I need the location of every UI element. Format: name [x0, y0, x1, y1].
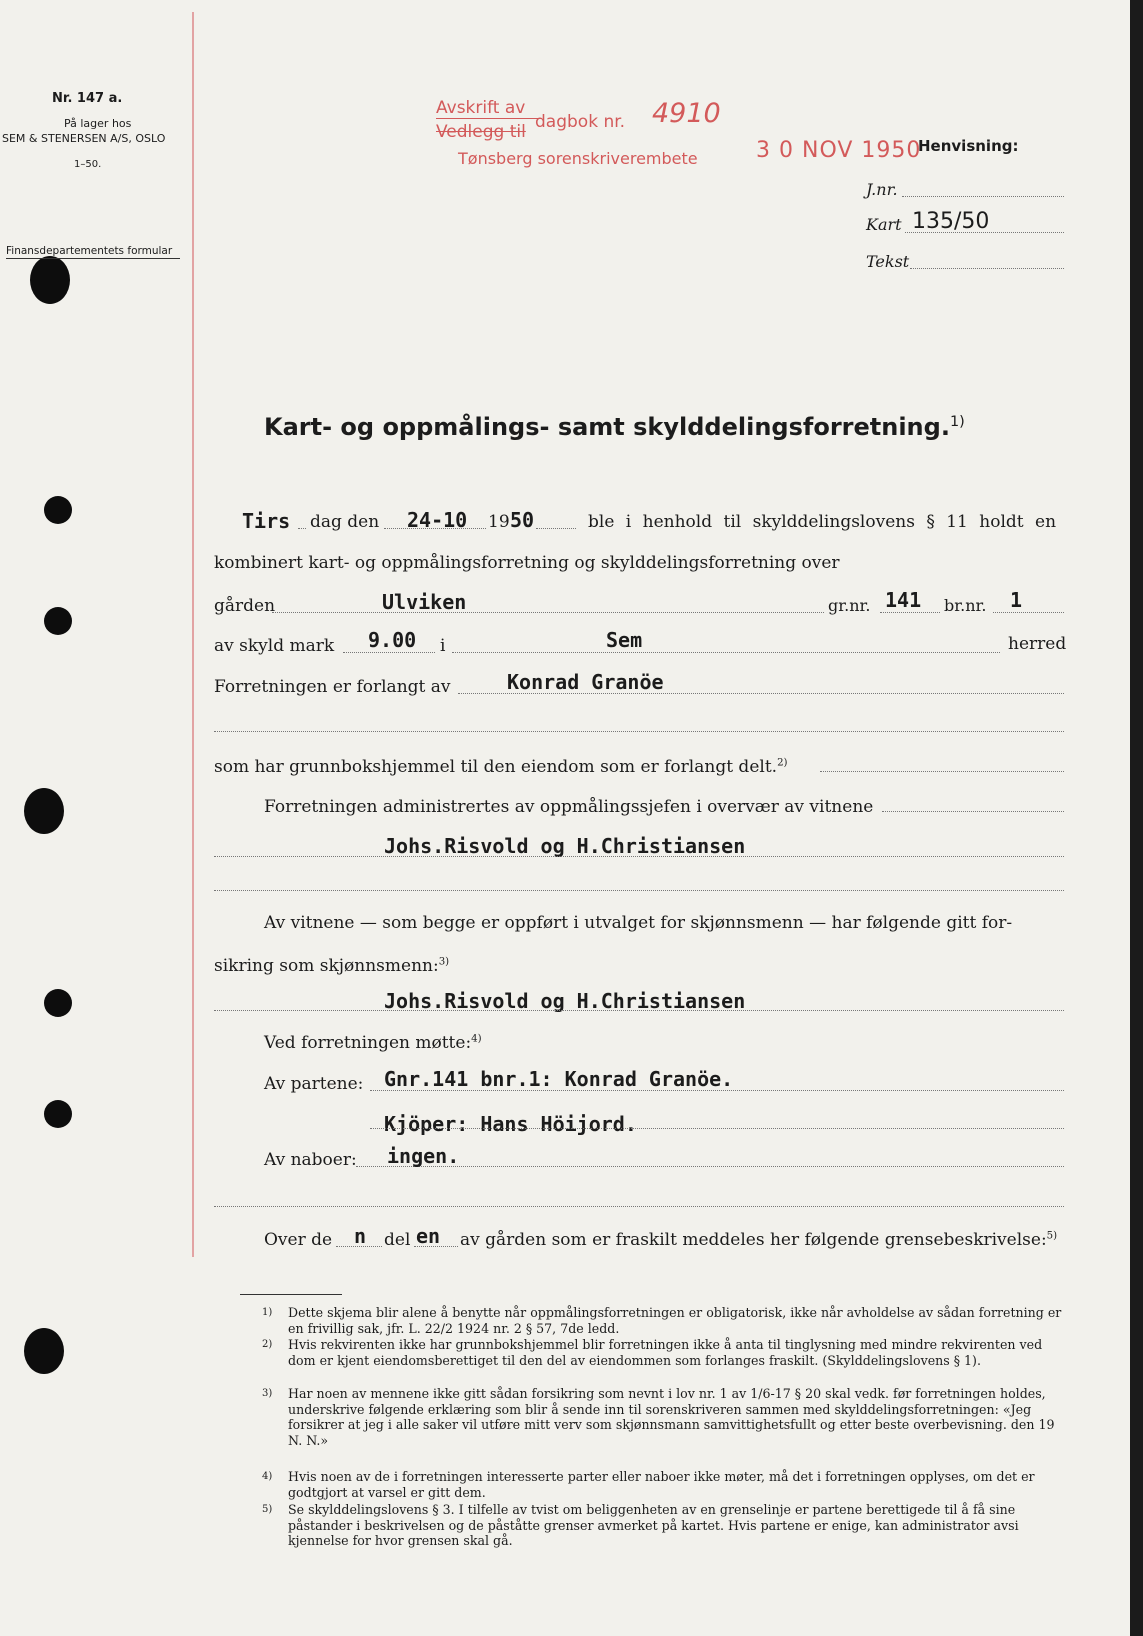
- garden-label: gården: [214, 596, 276, 616]
- blank-dots: [214, 731, 1064, 732]
- skjonn-footnote-ref: 3): [438, 956, 450, 968]
- punch-hole: [44, 1100, 72, 1128]
- requested-label: Forretningen er forlangt av: [214, 677, 451, 697]
- skjonn-line-1: Av vitnene — som begge er oppført i utvalget for skjønnsmenn — har følgende gitt for-: [264, 913, 1013, 933]
- grnr-value: 141: [885, 588, 922, 612]
- parties-dots-2: [370, 1128, 1064, 1129]
- stamp-date: 3 0 NOV 1950: [756, 138, 922, 163]
- herred-dots: [452, 652, 1000, 653]
- stamp-dagbok-number: 4910: [652, 98, 721, 129]
- line1-rest: ble i henhold til skylddelingslovens § 11 holdt en: [588, 512, 1057, 532]
- i-label: i: [440, 636, 446, 656]
- skjonn-line-2: [214, 956, 449, 976]
- neighbours-value: ingen.: [387, 1144, 460, 1168]
- kart-dots: [905, 232, 1064, 233]
- footnote-number: 4): [262, 1471, 273, 1482]
- parties-value-2: Kjöper: Hans Höijord.: [384, 1112, 637, 1136]
- over-value-2: en: [416, 1224, 441, 1248]
- punch-hole: [44, 989, 72, 1017]
- met-label: [264, 1033, 482, 1053]
- jnr-label: J.nr.: [866, 180, 898, 199]
- tekst-label: Tekst: [866, 252, 910, 271]
- del-label: del: [384, 1230, 411, 1250]
- neighbours-dots: [356, 1166, 1064, 1167]
- hjemmel-sentence: som har grunnbokshjemmel til den eiendom som er forlangt delt.: [214, 757, 778, 777]
- over-value-1: n: [354, 1224, 367, 1248]
- admin-text: Forretningen administrertes av oppmålingssjefen i overvær av vitnene: [264, 797, 874, 817]
- weekday-value: Tirs: [242, 509, 291, 533]
- footnote-number: 5): [262, 1504, 273, 1515]
- garden-dots: [272, 612, 824, 613]
- skyld-dots: [343, 652, 435, 653]
- year-value: 50: [510, 508, 535, 532]
- skyld-label: av skyld mark: [214, 636, 335, 656]
- page-title: [264, 413, 965, 441]
- punch-hole: [24, 788, 64, 834]
- form-owner-rule: [6, 258, 180, 259]
- form-owner: Finansdepartementets formular: [6, 245, 173, 257]
- parties-label: Av partene:: [264, 1074, 364, 1094]
- over-label: Over de: [264, 1230, 333, 1250]
- publisher: SEM & STENERSEN A/S, OSLO: [2, 132, 166, 145]
- hjemmel-dots: [820, 771, 1064, 772]
- punch-hole: [30, 256, 70, 304]
- witnesses-dots-2: [214, 890, 1064, 891]
- hjemmel-footnote-ref: 2): [777, 757, 788, 769]
- punch-hole: [44, 607, 72, 635]
- kart-label: Kart: [866, 215, 902, 234]
- witnesses-dots: [214, 856, 1064, 857]
- stamp-underline: [436, 118, 542, 119]
- skyld-value: 9.00: [368, 628, 417, 652]
- herred-value: Sem: [606, 628, 643, 652]
- margin-line: [192, 12, 194, 1257]
- footnote-number: 3): [262, 1388, 273, 1399]
- footnote-3: Har noen av mennene ikke gitt sådan forsikring som nevnt i lov nr. 1 av 1/6-17 § 20 skal vedk. før forretningen holdes, underskrive følgende erklæring som blir å sende inn til sorenskriveren sammen med skylddelingsforretningen: «Jeg forsikrer at jeg i alle saker vil utføre mitt verv som skjønnsmann samvittighetsfullt og etter beste overbevisning. den 19 N. N.»: [288, 1386, 1055, 1448]
- footnote-number: 2): [262, 1339, 273, 1350]
- over-rest-text: av gården som er fraskilt meddeles her følgende grensebeskrivelse:: [460, 1230, 1047, 1250]
- stamp-dagbok-label: dagbok nr.: [535, 112, 626, 132]
- date-value: 24-10: [407, 508, 468, 532]
- skjonn-label: sikring som skjønnsmenn:: [214, 956, 439, 976]
- stock-line: På lager hos: [64, 117, 132, 130]
- stamp-office: Tønsberg sorenskriverembete: [458, 149, 698, 168]
- admin-dots: [882, 811, 1064, 812]
- met-text: Ved forretningen møtte:: [264, 1033, 472, 1053]
- brnr-dots: [993, 612, 1064, 613]
- line2-text: kombinert kart- og oppmålingsforretning og skylddelingsforretning over: [214, 553, 840, 573]
- over-footnote-ref: 5): [1046, 1230, 1058, 1242]
- reference-heading: Henvisning:: [918, 137, 1019, 155]
- neighbours-label: Av naboer:: [264, 1150, 357, 1170]
- jnr-dots: [902, 196, 1064, 197]
- title-footnote-ref: 1): [949, 414, 965, 430]
- met-footnote-ref: 4): [471, 1033, 482, 1045]
- year-prefix: 19: [488, 512, 510, 532]
- edition: 1–50.: [74, 159, 102, 170]
- footnote-2: Hvis rekvirenten ikke har grunnbokshjemmel blir forretningen ikke å anta til tinglysning med mindre rekvirenten ved dom er kjent eiendomsberettiget til den del av eiendommen som forlanges fraskilt. (Skylddelingslovens § 1).: [288, 1337, 1043, 1368]
- title-text: Kart- og oppmålings- samt skylddelingsforretning.: [264, 413, 950, 441]
- punch-hole: [44, 496, 72, 524]
- hjemmel-text: [214, 757, 788, 777]
- grnr-label: gr.nr.: [828, 596, 871, 615]
- witnesses-value: Johs.Risvold og H.Christiansen: [384, 834, 746, 858]
- footnote-number: 1): [262, 1307, 273, 1318]
- year-dots: [536, 528, 576, 529]
- skjonn-dots: [214, 1010, 1064, 1011]
- grnr-dots: [880, 612, 940, 613]
- tekst-dots: [910, 268, 1064, 269]
- brnr-label: br.nr.: [944, 596, 987, 615]
- weekday-dots: [298, 528, 306, 529]
- punch-hole: [24, 1328, 64, 1374]
- garden-value: Ulviken: [382, 590, 467, 614]
- form-number: Nr. 147 a.: [52, 91, 123, 106]
- stamp-line-1: Avskrift av: [436, 98, 526, 118]
- footnote-4: Hvis noen av de i forretningen interesserte parter eller naboer ikke møter, må det i forretningen opplyses, om det er godtgjort at varsel er gitt dem.: [288, 1469, 1035, 1500]
- kart-value: 135/50: [912, 209, 990, 234]
- parties-value-1: Gnr.141 bnr.1: Konrad Granöe.: [384, 1067, 734, 1091]
- stamp-line-2: Vedlegg til: [436, 122, 526, 142]
- dag-den-label: dag den: [310, 512, 380, 532]
- over-rest: [460, 1230, 1057, 1250]
- footnote-5: Se skylddelingslovens § 3. I tilfelle av tvist om beliggenheten av en grenselinje er partene berettigede til å få sine påstander i beskrivelsen og de påståtte grenser avmerket på kartet. Hvis partene er enige, kan administrator avsi kjennelse for hvor grensen skal gå.: [288, 1502, 1019, 1548]
- footnote-rule: [240, 1294, 342, 1295]
- brnr-value: 1: [1010, 588, 1023, 612]
- herred-label: herred: [1008, 634, 1067, 654]
- skjonn-value: Johs.Risvold og H.Christiansen: [384, 989, 746, 1013]
- requested-value: Konrad Granöe: [507, 670, 664, 694]
- neighbours-dots-2: [214, 1206, 1064, 1207]
- footnote-1: Dette skjema blir alene å benytte når oppmålingsforretningen er obligatorisk, ikke når avholdelse av sådan forretning er en frivillig sak, jfr. L. 22/2 1924 nr. 2 § 57, 7de ledd.: [288, 1305, 1062, 1336]
